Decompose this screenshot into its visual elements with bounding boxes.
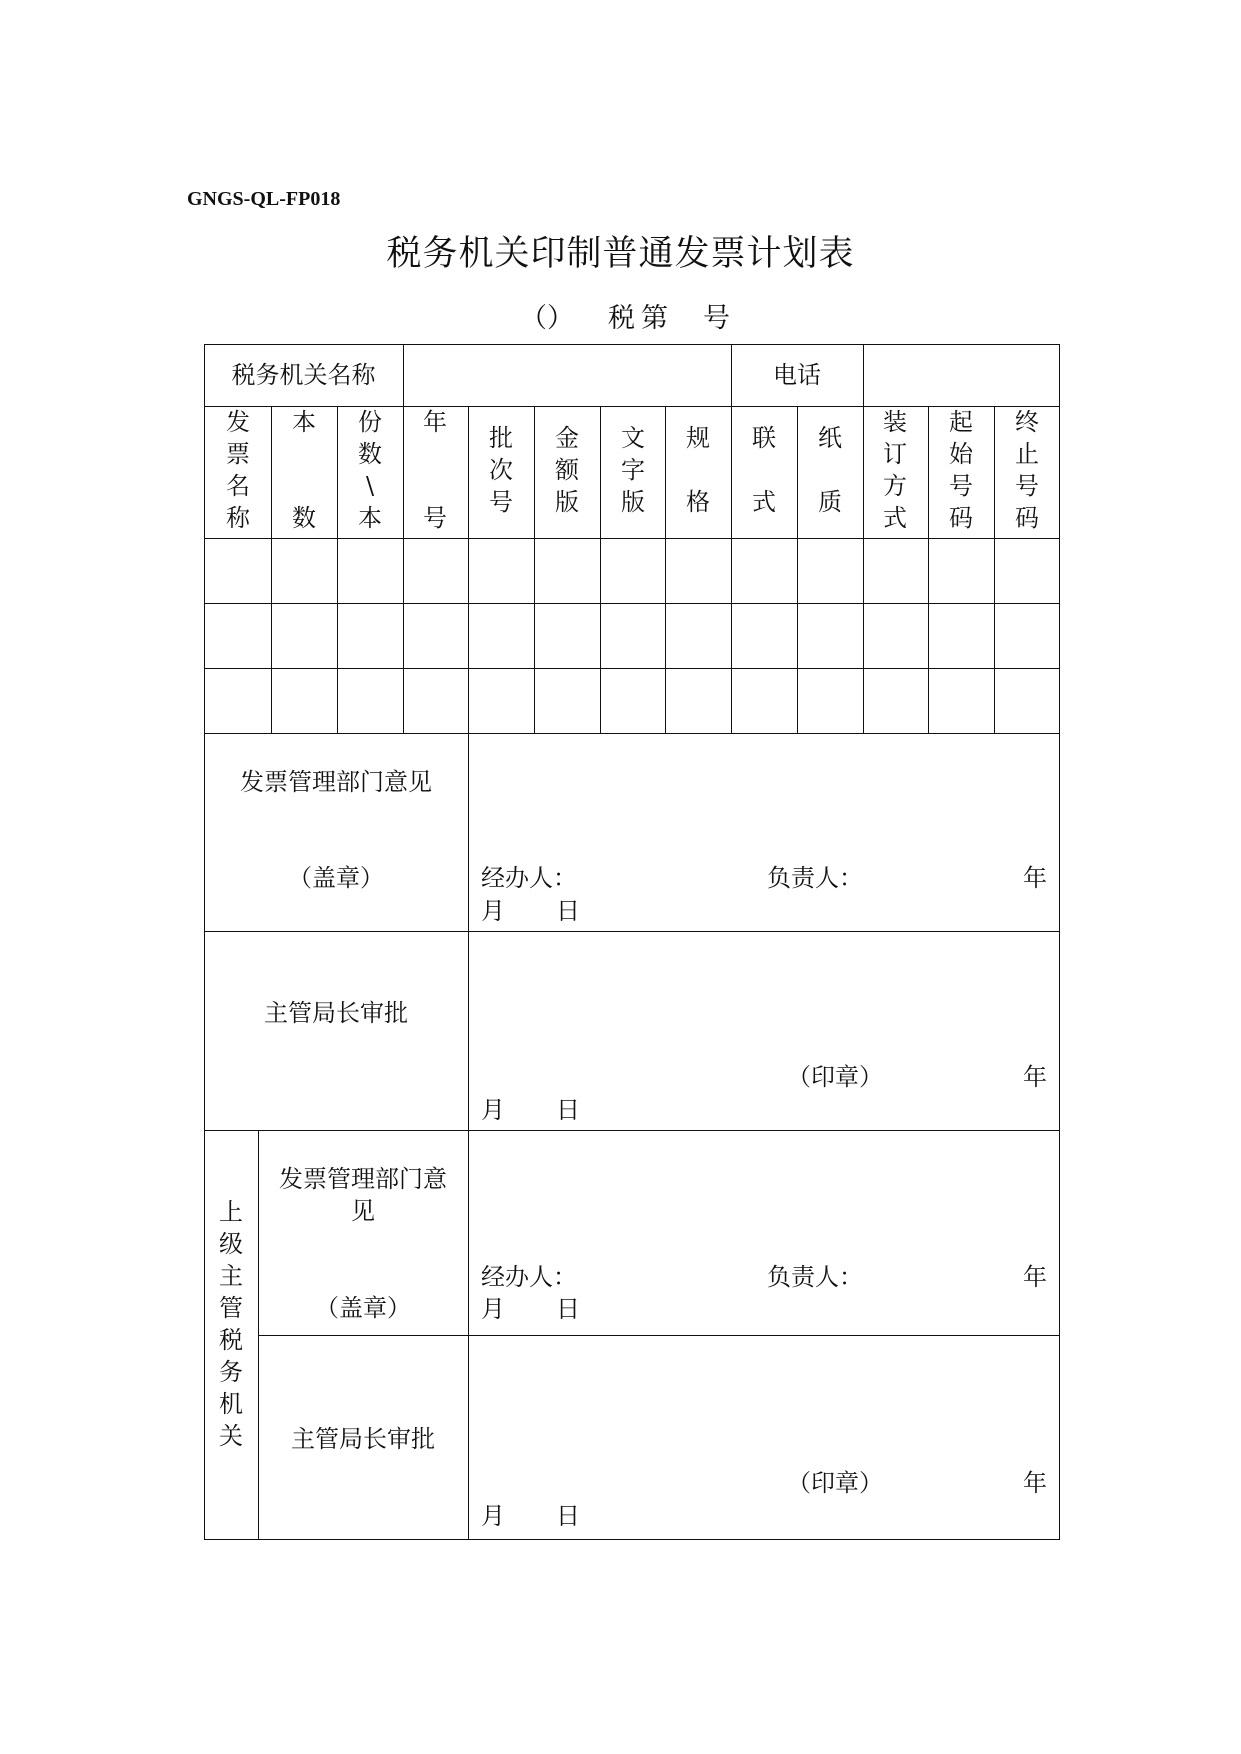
col-header-start-number: 起 始 号 码 (949, 408, 973, 532)
day-label: 日 (556, 1096, 580, 1124)
col-header-batch-number: 批 次 号 (489, 424, 513, 516)
year-label: 年 (1023, 1063, 1047, 1091)
subtitle-tax: 税第 (608, 303, 674, 334)
dept-opinion-label: 发票管理部门意见 (240, 768, 432, 796)
upper-responsible-label: 负责人： (767, 1263, 863, 1291)
upper-seal-label: （盖章） (315, 1294, 411, 1322)
stamp-label: （印章） (787, 1063, 883, 1091)
col-header-copies-format: 联 式 (752, 424, 776, 516)
upper-authority-label: 上 级 主 管 税 务 机 关 (219, 1198, 243, 1450)
col-header-binding: 装 订 方 式 (883, 408, 907, 532)
col-header-end-number: 终 止 号 码 (1015, 408, 1039, 532)
col-header-specification: 规 格 (686, 424, 710, 516)
month-label: 月 (481, 1295, 505, 1323)
month-label: 月 (481, 1096, 505, 1124)
subtitle-paren: （） (520, 303, 574, 334)
seal-label: （盖章） (288, 864, 384, 892)
phone-label: 电话 (773, 361, 821, 389)
col-header-amount-version: 金 额 版 (555, 424, 579, 516)
upper-stamp-label: （印章） (787, 1469, 883, 1497)
col-header-invoice-name: 发 票 名 称 (226, 408, 250, 532)
col-header-paper: 纸 质 (818, 424, 842, 516)
year-label: 年 (1023, 1469, 1047, 1497)
col-header-volumes: 本 数 (292, 408, 316, 532)
subtitle-number: 号 (703, 303, 730, 334)
col-header-text-version: 文 字 版 (621, 424, 645, 516)
upper-dept-opinion-label-line2: 见 (351, 1197, 375, 1225)
month-label: 月 (481, 897, 505, 925)
day-label: 日 (556, 1502, 580, 1530)
responsible-label: 负责人： (767, 864, 863, 892)
year-label: 年 (1023, 864, 1047, 892)
table-row[interactable] (206, 605, 1058, 667)
page-title: 税务机关印制普通发票计划表 (386, 234, 855, 274)
year-label: 年 (1023, 1263, 1047, 1291)
table-row[interactable] (206, 670, 1058, 732)
table-row[interactable] (206, 540, 1058, 602)
handler-label: 经办人： (481, 864, 577, 892)
col-header-copies-per-volume: 份 数 \ 本 (358, 408, 382, 532)
day-label: 日 (556, 1295, 580, 1323)
col-header-year-number: 年 号 (423, 408, 447, 532)
month-label: 月 (481, 1502, 505, 1530)
document-code: GNGS-QL-FP018 (187, 188, 341, 210)
org-name-label: 税务机关名称 (231, 361, 376, 389)
upper-dept-opinion-label-line1: 发票管理部门意 (279, 1165, 447, 1193)
upper-handler-label: 经办人： (481, 1263, 577, 1291)
upper-director-approval-label: 主管局长审批 (291, 1425, 435, 1453)
director-approval-label: 主管局长审批 (264, 999, 408, 1027)
day-label: 日 (556, 897, 580, 925)
